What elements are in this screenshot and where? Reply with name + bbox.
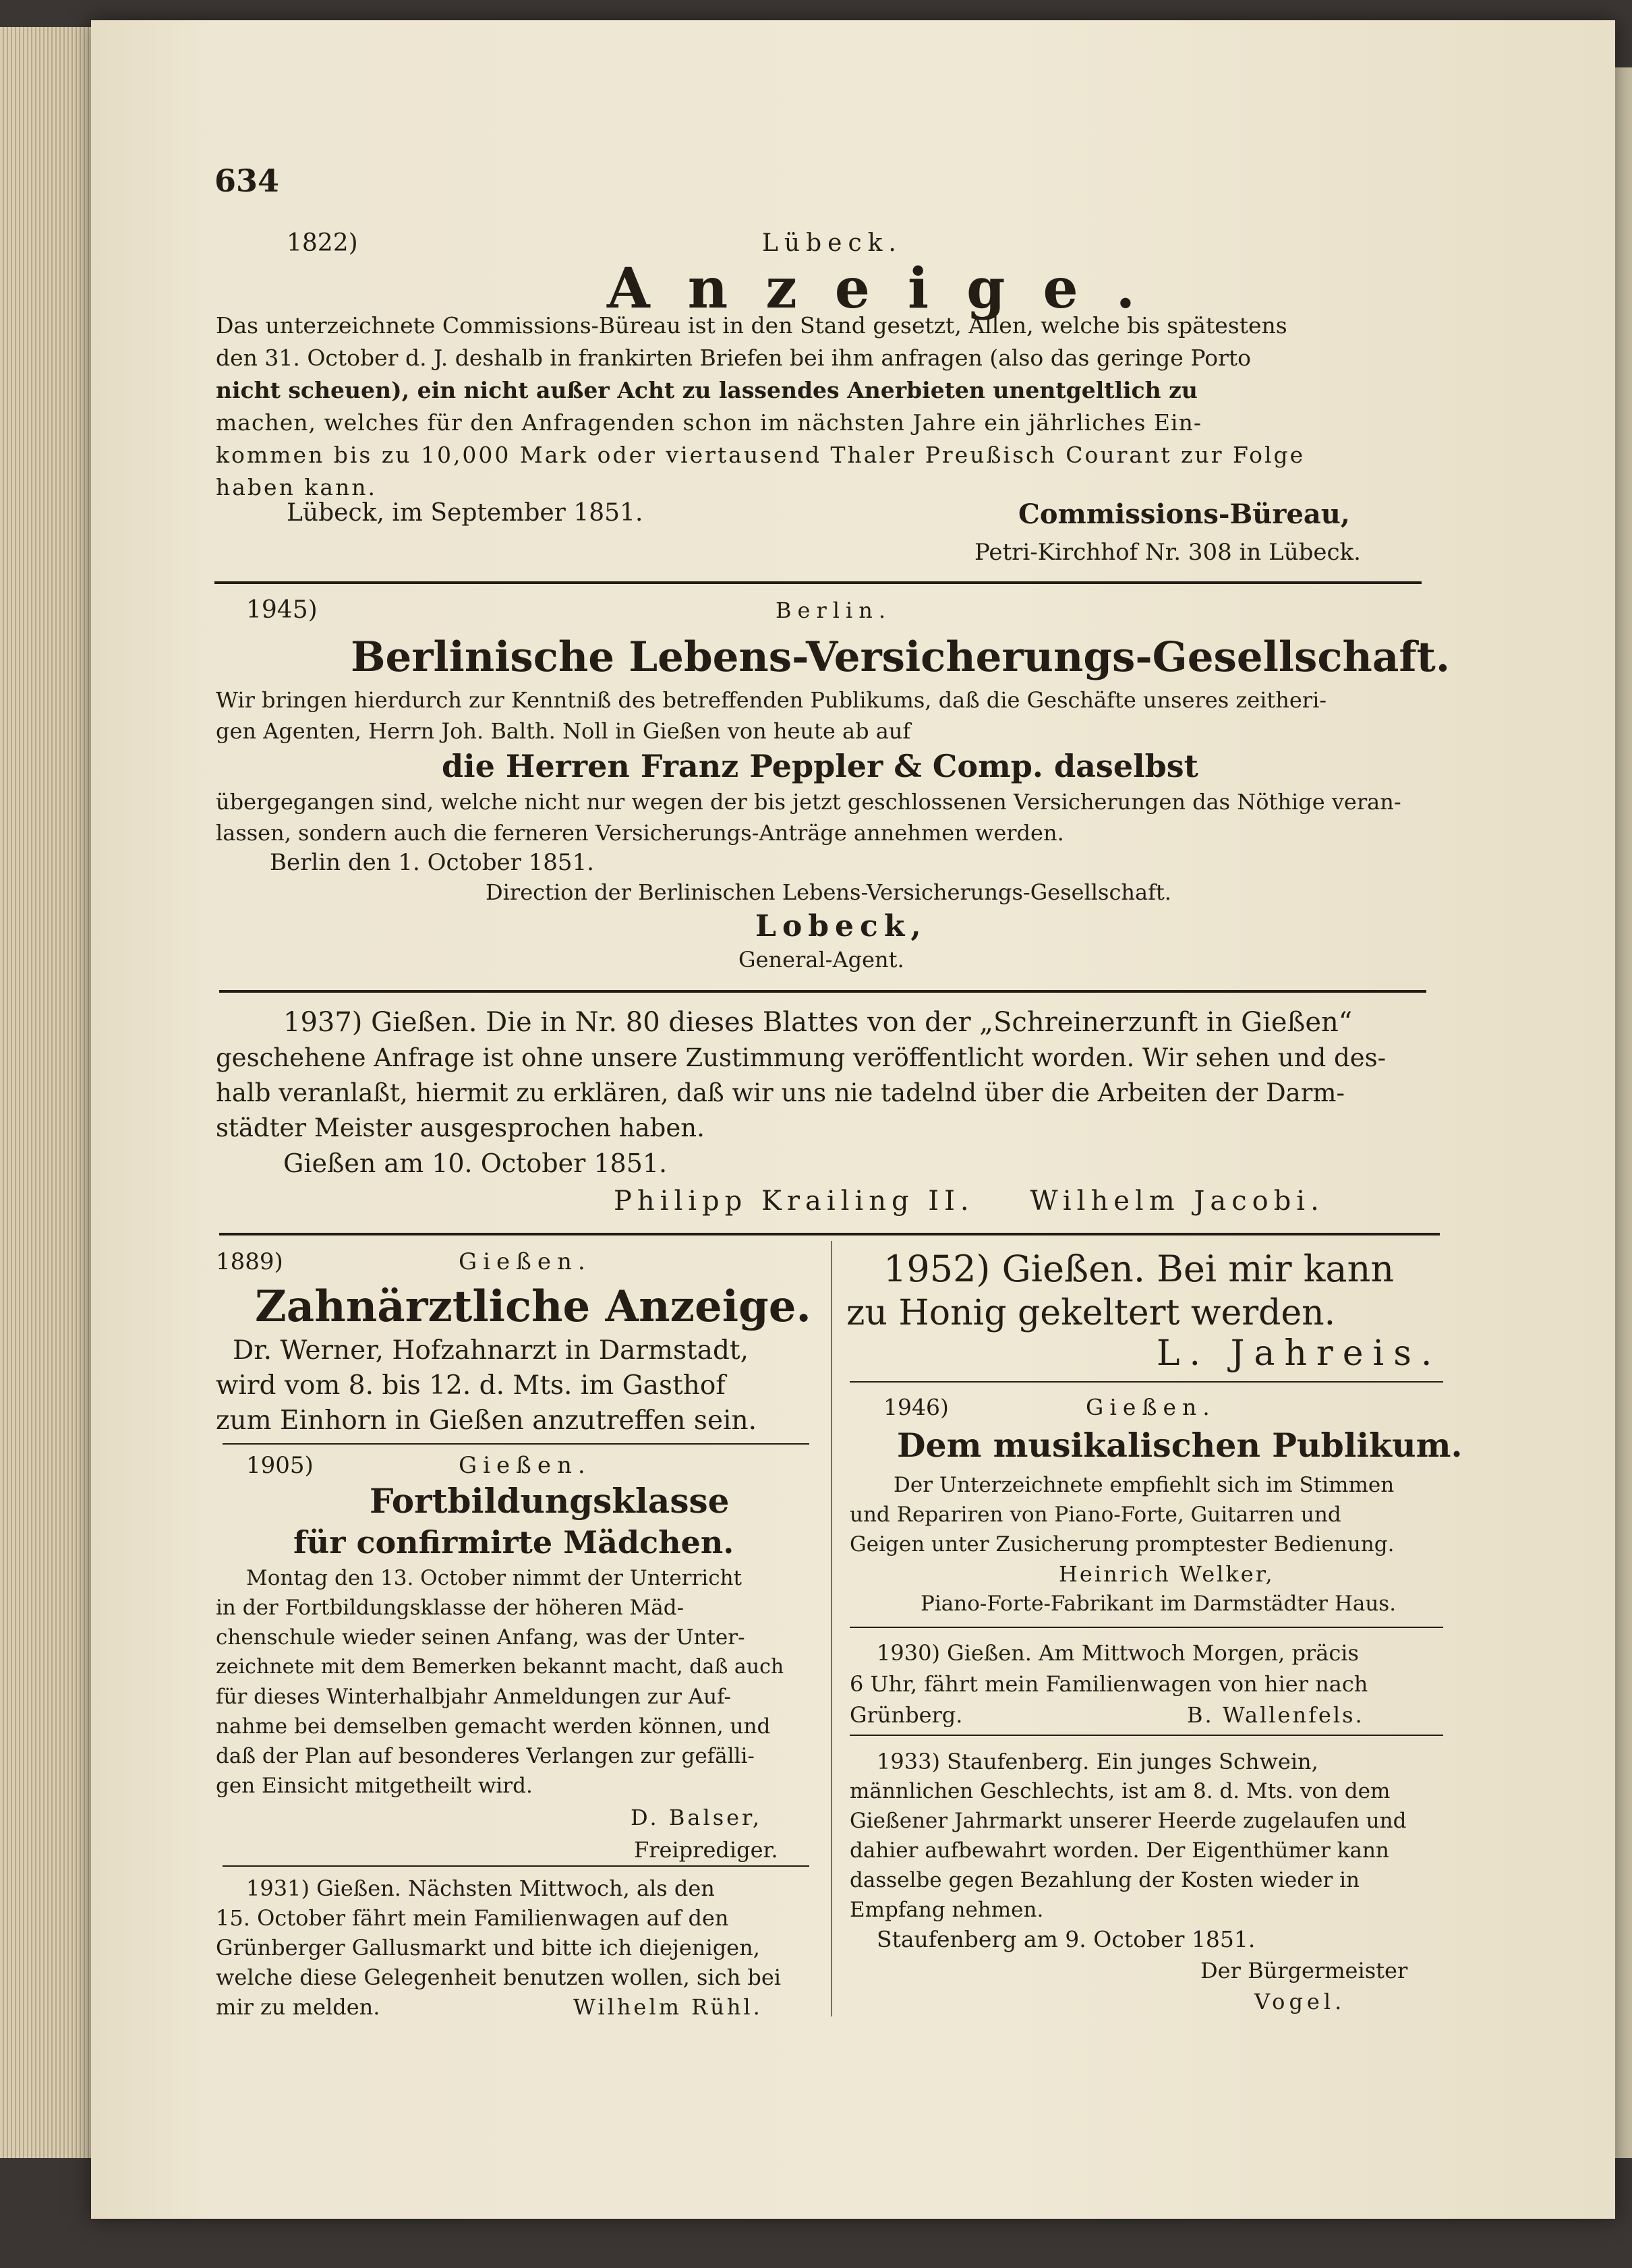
ad-body-line: daß der Plan auf besonderes Verlangen zur gefälli- <box>216 1744 755 1768</box>
ad-body-line: Grünberg. <box>850 1702 963 1728</box>
ad-body-line: nahme bei demselben gemacht werden können, und <box>216 1714 771 1739</box>
divider <box>850 1735 1443 1736</box>
ad-body-line: Gießener Jahrmarkt unserer Heerde zugelaufen und <box>850 1809 1407 1833</box>
ad-body-line: 15. October fährt mein Familienwagen auf den <box>216 1905 729 1931</box>
ad-body-line: lassen, sondern auch die ferneren Versicherungs-Anträge annehmen werden. <box>216 820 1064 846</box>
ad-place: Gießen. <box>459 1248 591 1275</box>
ad-place: Gießen. <box>459 1452 591 1479</box>
ad-body-line: 1937) Gießen. Die in Nr. 80 dieses Blattes von der „Schreinerzunft in Gießen“ <box>283 1007 1353 1038</box>
ad-signer: B. Wallenfels. <box>1187 1702 1364 1728</box>
ad-signer: Heinrich Welker, <box>1059 1561 1275 1587</box>
ad-body-line: kommen bis zu 10,000 Mark oder viertausend Thaler Preußisch Courant zur Folge <box>216 442 1306 468</box>
ad-body-line: Dr. Werner, Hofzahnarzt in Darmstadt, <box>233 1335 749 1366</box>
ad-address: Petri-Kirchhof Nr. 308 in Lübeck. <box>974 539 1361 566</box>
ad-place: Berlin. <box>776 598 892 623</box>
ad-body-line: welche diese Gelegenheit benutzen wollen, sich bei <box>216 1965 782 1990</box>
divider <box>850 1381 1443 1383</box>
ad-body-line: 1933) Staufenberg. Ein junges Schwein, <box>877 1749 1318 1774</box>
ad-body-line: zu Honig gekeltert werden. <box>846 1293 1336 1333</box>
ad-body-line: Empfang nehmen. <box>850 1898 1044 1922</box>
ad-number: 1946) <box>883 1394 949 1420</box>
ad-signer: D. Balser, <box>631 1805 762 1830</box>
ad-body-line: nicht scheuen), ein nicht außer Acht zu lassendes Anerbieten unentgeltlich zu <box>216 377 1198 403</box>
ad-number: 1822) <box>287 229 358 257</box>
ad-place: Gießen. <box>1086 1394 1216 1420</box>
ad-body-line: mir zu melden. <box>216 1994 380 2020</box>
ad-body-line: 1931) Gießen. Nächsten Mittwoch, als den <box>246 1876 715 1901</box>
ad-name: Vogel. <box>1254 1989 1346 2014</box>
ad-body-line: Das unterzeichnete Commissions-Büreau ist in den Stand gesetzt, Allen, welche bis spätestens <box>216 312 1287 339</box>
ad-subtitle: für confirmirte Mädchen. <box>293 1524 734 1561</box>
ad-number: 1889) <box>216 1248 283 1275</box>
ad-signer: Lobeck, <box>755 909 927 943</box>
ad-body-line: gen Einsicht mitgetheilt wird. <box>216 1774 533 1798</box>
ad-direction: Direction der Berlinischen Lebens-Versicherungs-Gesellschaft. <box>486 879 1171 905</box>
ad-body-line: Geigen unter Zusicherung promptester Bedienung. <box>850 1532 1395 1557</box>
ad-body-line: gen Agenten, Herrn Joh. Balth. Noll in Gießen von heute ab auf <box>216 718 911 744</box>
ad-body-line: 1930) Gießen. Am Mittwoch Morgen, präcis <box>877 1640 1359 1666</box>
ad-body-line: wird vom 8. bis 12. d. Mts. im Gasthof <box>216 1370 726 1401</box>
ad-body-line: männlichen Geschlechts, ist am 8. d. Mts. von dem <box>850 1779 1391 1803</box>
ad-body-line: chenschule wieder seinen Anfang, was der Unter- <box>216 1625 745 1650</box>
divider <box>219 990 1426 993</box>
divider <box>219 1233 1440 1235</box>
ad-title: Anzeige. <box>607 256 1173 321</box>
ad-place: Lübeck. <box>762 229 902 257</box>
divider <box>214 581 1422 584</box>
ad-date: Gießen am 10. October 1851. <box>283 1148 668 1178</box>
ad-title: Fortbildungsklasse <box>370 1481 730 1521</box>
ad-body-line: für dieses Winterhalbjahr Anmeldungen zur Auf- <box>216 1685 731 1709</box>
ad-date: Lübeck, im September 1851. <box>287 499 643 527</box>
ad-highlight: die Herren Franz Peppler & Comp. daselbst <box>442 748 1198 784</box>
ad-body-line: zum Einhorn in Gießen anzutreffen sein. <box>216 1405 757 1436</box>
ad-body-line: Der Unterzeichnete empfiehlt sich im Stimmen <box>894 1473 1395 1497</box>
ad-role: Piano-Forte-Fabrikant im Darmstädter Haus. <box>921 1592 1397 1616</box>
ad-body-line: Wir bringen hierdurch zur Kenntniß des betreffenden Publikums, daß die Geschäfte unseres zeitheri- <box>216 687 1327 713</box>
ad-title: Dem musikalischen Publikum. <box>897 1426 1463 1465</box>
ad-title: Berlinische Lebens-Versicherungs-Gesellschaft. <box>351 633 1451 681</box>
ad-body-line: haben kann. <box>216 474 377 500</box>
ad-body-line: Montag den 13. October nimmt der Unterricht <box>246 1566 742 1590</box>
ad-number: 1945) <box>246 596 318 624</box>
ad-body-line: 1952) Gießen. Bei mir kann <box>883 1248 1395 1290</box>
ad-number: 1905) <box>246 1452 314 1479</box>
ad-body-line: dahier aufbewahrt worden. Der Eigenthümer kann <box>850 1838 1389 1863</box>
ad-date: Berlin den 1. October 1851. <box>270 849 594 876</box>
ad-body-line: dasselbe gegen Bezahlung der Kosten wieder in <box>850 1868 1360 1892</box>
ad-signer: Commissions-Büreau, <box>1018 498 1350 530</box>
ad-signers: Philipp Krailing II. Wilhelm Jacobi. <box>614 1186 1324 1217</box>
book-page-edges <box>0 27 101 2158</box>
ad-body-line: übergegangen sind, welche nicht nur wegen der bis jetzt geschlossenen Versicherungen das Nöthige veran- <box>216 789 1401 815</box>
ad-title: Zahnärztliche Anzeige. <box>255 1281 811 1332</box>
ad-body-line: geschehene Anfrage ist ohne unsere Zustimmung veröffentlicht worden. Wir sehen und des- <box>216 1043 1387 1072</box>
ad-body-line: den 31. October d. J. deshalb in frankirten Briefen bei ihm anfragen (also das geringe Porto <box>216 345 1251 371</box>
ad-body-line: und Repariren von Piano-Forte, Guitarren und <box>850 1503 1341 1527</box>
ad-signer: L. Jahreis. <box>1157 1333 1442 1374</box>
divider <box>850 1627 1443 1628</box>
ad-body-line: in der Fortbildungsklasse der höheren Mäd- <box>216 1596 684 1620</box>
ad-body-line: halb veranlaßt, hiermit zu erklären, daß wir uns nie tadelnd über die Arbeiten der Darm- <box>216 1078 1345 1107</box>
ad-body-line: städter Meister ausgesprochen haben. <box>216 1113 705 1142</box>
ad-body-line: 6 Uhr, fährt mein Familienwagen von hier nach <box>850 1671 1368 1697</box>
ad-date: Staufenberg am 9. October 1851. <box>877 1926 1256 1952</box>
ad-role: Freiprediger. <box>634 1837 778 1863</box>
ad-body-line: zeichnete mit dem Bemerken bekannt macht, daß auch <box>216 1655 784 1679</box>
ad-body-line: Grünberger Gallusmarkt und bitte ich diejenigen, <box>216 1935 760 1960</box>
ad-role: General-Agent. <box>738 947 904 972</box>
page-number: 634 <box>214 163 280 199</box>
ad-body-line: machen, welches für den Anfragenden schon im nächsten Jahre ein jährliches Ein- <box>216 409 1202 436</box>
column-separator <box>831 1241 832 2016</box>
divider <box>223 1865 809 1867</box>
ad-signer: Der Bürgermeister <box>1200 1958 1408 1983</box>
divider <box>223 1443 809 1445</box>
ad-signer: Wilhelm Rühl. <box>573 1994 763 2020</box>
